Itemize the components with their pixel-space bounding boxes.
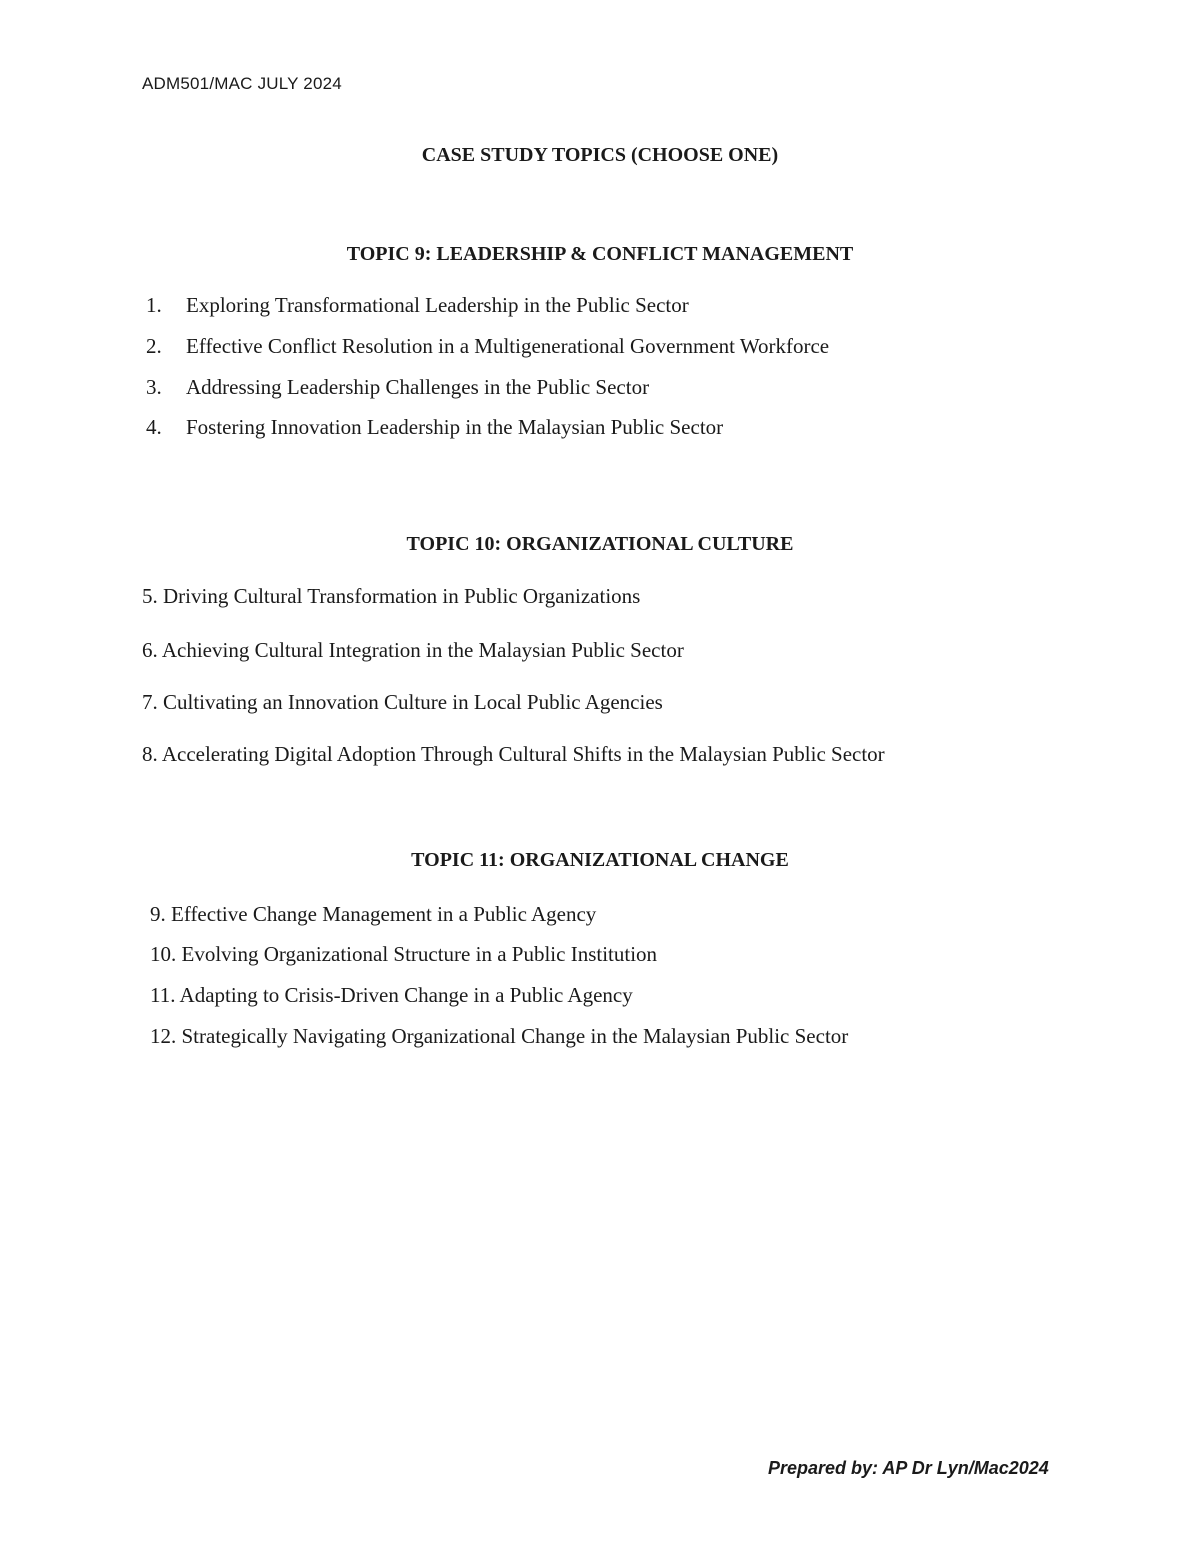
list-item <box>146 334 829 359</box>
list-item: 7. Cultivating an Innovation Culture in Local Public Agencies <box>142 690 663 714</box>
list-item-text: Exploring Transformational Leadership in the Public Sector <box>186 293 689 317</box>
course-code-header: ADM501/MAC JULY 2024 <box>142 74 342 93</box>
list-item-text: Addressing Leadership Challenges in the Public Sector <box>186 375 650 399</box>
list-item-number: 4. <box>146 415 162 439</box>
list-item-number: 1. <box>146 293 162 317</box>
list-item <box>146 293 689 318</box>
list-item: 9. Effective Change Management in a Public Agency <box>150 902 597 926</box>
prepared-by-footer: Prepared by: AP Dr Lyn/Mac2024 <box>768 1458 1049 1478</box>
list-item-text: Fostering Innovation Leadership in the Malaysian Public Sector <box>186 415 724 439</box>
list-item <box>146 415 723 440</box>
section-heading-topic-9: TOPIC 9: LEADERSHIP & CONFLICT MANAGEMENT <box>346 243 854 265</box>
list-item-number: 3. <box>146 375 162 399</box>
list-item: 11. Adapting to Crisis-Driven Change in a Public Agency <box>150 983 633 1007</box>
main-title: CASE STUDY TOPICS (CHOOSE ONE) <box>421 144 779 166</box>
list-item: 12. Strategically Navigating Organizational Change in the Malaysian Public Sector <box>150 1024 849 1048</box>
list-item: 10. Evolving Organizational Structure in a Public Institution <box>150 942 658 966</box>
list-item: 8. Accelerating Digital Adoption Through Cultural Shifts in the Malaysian Public Sector <box>142 742 885 766</box>
list-item-text: Effective Conflict Resolution in a Multigenerational Government Workforce <box>186 334 830 358</box>
list-item: 5. Driving Cultural Transformation in Public Organizations <box>142 584 641 608</box>
list-item: 6. Achieving Cultural Integration in the Malaysian Public Sector <box>142 638 684 662</box>
list-item-number: 2. <box>146 334 162 358</box>
list-item <box>146 375 649 400</box>
section-heading-topic-10: TOPIC 10: ORGANIZATIONAL CULTURE <box>406 533 794 555</box>
section-heading-topic-11: TOPIC 11: ORGANIZATIONAL CHANGE <box>411 849 789 871</box>
